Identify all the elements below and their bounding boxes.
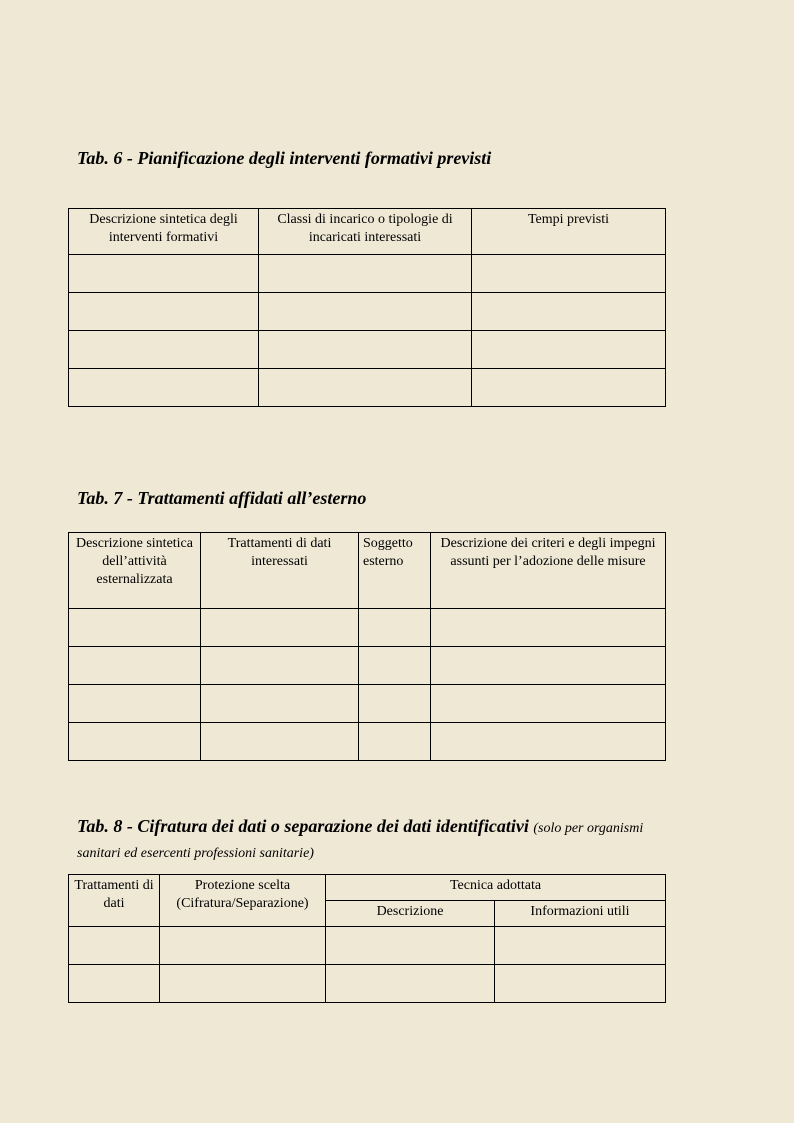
table-cell[interactable] — [201, 723, 359, 761]
table-cell[interactable] — [201, 647, 359, 685]
table-cell[interactable] — [359, 723, 431, 761]
table-cell[interactable] — [359, 647, 431, 685]
column-header: Descrizione dei criteri e degli impegni assunti per l’adozione delle misure — [431, 533, 666, 609]
table-row — [69, 609, 666, 647]
table-cell[interactable] — [495, 927, 666, 965]
table-cell[interactable] — [69, 331, 259, 369]
table-row — [69, 255, 666, 293]
table-header-row — [69, 533, 666, 609]
table-cell[interactable] — [69, 927, 160, 965]
table-cell[interactable] — [69, 723, 201, 761]
table-cell[interactable] — [472, 255, 666, 293]
table-header-row — [69, 875, 666, 901]
table-cell[interactable] — [201, 685, 359, 723]
tab8-title — [77, 815, 677, 865]
tab6-table — [68, 208, 666, 407]
table-row — [69, 647, 666, 685]
column-header: Protezione scelta (Cifratura/Separazione) — [160, 875, 326, 927]
table-cell[interactable] — [69, 293, 259, 331]
column-header: Tempi previsti — [472, 209, 666, 255]
table-cell[interactable] — [69, 647, 201, 685]
column-header: Classi di incarico o tipologie di incaricati interessati — [259, 209, 472, 255]
table-cell[interactable] — [326, 965, 495, 1003]
column-group-header: Tecnica adottata — [326, 875, 666, 901]
table-cell[interactable] — [259, 293, 472, 331]
table-row — [69, 331, 666, 369]
table-cell[interactable] — [69, 685, 201, 723]
table-cell[interactable] — [160, 965, 326, 1003]
table-cell[interactable] — [431, 609, 666, 647]
table-cell[interactable] — [259, 369, 472, 407]
table-cell[interactable] — [431, 685, 666, 723]
table-cell[interactable] — [69, 965, 160, 1003]
table-row — [69, 723, 666, 761]
table-cell[interactable] — [259, 255, 472, 293]
table-row — [69, 293, 666, 331]
table-cell[interactable] — [431, 723, 666, 761]
table-cell[interactable] — [201, 609, 359, 647]
table-cell[interactable] — [495, 965, 666, 1003]
tab6-title: Tab. 6 - Pianificazione degli interventi formativi previsti — [77, 148, 492, 168]
table-cell[interactable] — [69, 609, 201, 647]
tab7-table — [68, 532, 666, 761]
tab8-title-text: Tab. 8 - Cifratura dei dati o separazione dei dati identificativi — [77, 816, 529, 836]
tab8-table — [68, 874, 666, 1003]
table-cell[interactable] — [69, 369, 259, 407]
column-header: Informazioni utili — [495, 901, 666, 927]
table-cell[interactable] — [359, 609, 431, 647]
table-cell[interactable] — [359, 685, 431, 723]
table-cell[interactable] — [472, 369, 666, 407]
table-cell[interactable] — [431, 647, 666, 685]
column-header: Trattamenti di dati interessati — [201, 533, 359, 609]
table-cell[interactable] — [259, 331, 472, 369]
table-cell[interactable] — [326, 927, 495, 965]
tab8-note: (solo per organismi sanitari ed esercenti professioni sanitarie) — [77, 821, 644, 861]
tab7-title: Tab. 7 - Trattamenti affidati all’esterno — [77, 488, 367, 508]
table-cell[interactable] — [69, 255, 259, 293]
column-header: Soggetto esterno — [359, 533, 431, 609]
table-row — [69, 927, 666, 965]
table-row — [69, 369, 666, 407]
table-cell[interactable] — [160, 927, 326, 965]
table-header-row — [69, 209, 666, 255]
column-header: Trattamenti di dati — [69, 875, 160, 927]
table-cell[interactable] — [472, 293, 666, 331]
table-row — [69, 685, 666, 723]
table-cell[interactable] — [472, 331, 666, 369]
column-header: Descrizione sintetica degli interventi formativi — [69, 209, 259, 255]
table-row — [69, 965, 666, 1003]
column-header: Descrizione — [326, 901, 495, 927]
column-header: Descrizione sintetica dell’attività esternalizzata — [69, 533, 201, 609]
